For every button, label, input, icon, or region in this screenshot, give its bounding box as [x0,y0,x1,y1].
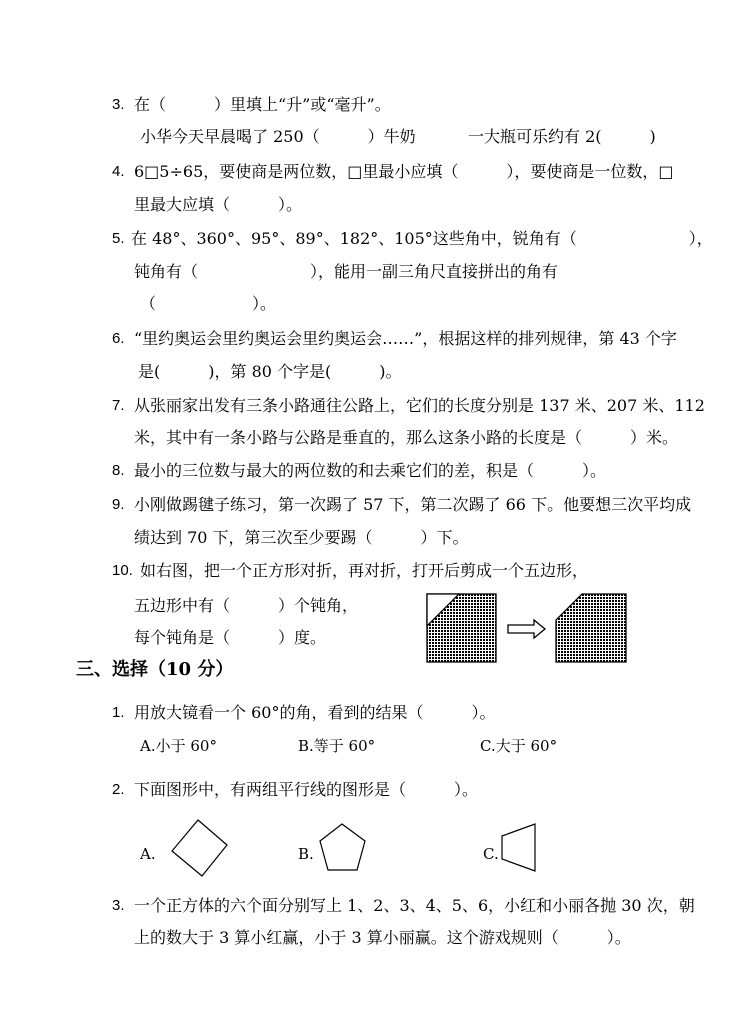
q10-text-line2: 五边形中有（ ）个钝角， [134,596,359,615]
q7-text-line1: 从张丽家出发有三条小路通往公路上，它们的长度分别是 137 米、207 米、112 [134,396,705,415]
q5-text-line2: 钝角有（ ），能用一副三角尺直接拼出的角有 [134,262,559,281]
s3-q2-option-c-label: C. [483,845,499,863]
q9-text-line2: 绩达到 70 下，第三次至少要踢（ ）下。 [134,528,469,547]
folded-square-figure [420,588,632,668]
s3-q2-option-a-label: A. [140,845,156,863]
s3-q1-option-a: A.小于 60° [140,737,217,755]
q6-text-line1: “里约奥运会里约奥运会里约奥运会……”，根据这样的排列规律，第 43 个字 [134,329,677,348]
s3-q3-number: 3. [112,897,125,914]
pentagon-result-shape [556,594,626,662]
s3-q2-text: 下面图形中，有两组平行线的图形是（ ）。 [134,780,479,799]
q3-number: 3. [112,96,125,113]
q3-text: 在（ ）里填上“升”或“毫升”。 [134,95,391,114]
q3-part-a: 小华今天早晨喝了 250（ ）牛奶 [140,127,416,146]
s3-q3-text-line1: 一个正方体的六个面分别写上 1、2、3、4、5、6，小红和小丽各抛 30 次，朝 [134,896,695,915]
q5-number: 5. [112,230,125,247]
s3-q1-text: 用放大镜看一个 60°的角，看到的结果（ ）。 [134,703,496,722]
q7-number: 7. [112,397,125,414]
pentagon-shape [318,822,370,874]
q7-text-line2: 米，其中有一条小路与公路是垂直的，那么这条小路的长度是（ ）米。 [134,428,679,447]
section-3-title: 三、选择（10 分） [76,659,234,680]
q8-text: 最小的三位数与最大的两位数的和去乘它们的差，积是（ ）。 [134,461,607,480]
arrow-icon [508,620,545,638]
q6-text-line2: 是( )，第 80 个字是( )。 [138,362,402,381]
q5-text-line3: （ ）。 [140,294,277,313]
q10-number: 10. [112,562,133,579]
q10-text-line1: 如右图，把一个正方形对折，再对折，打开后剪成一个五边形， [140,561,589,580]
q9-number: 9. [112,496,125,513]
q6-number: 6. [112,330,125,347]
q3-part-b: 一大瓶可乐约有 2( ) [468,127,656,146]
s3-q1-option-b: B.等于 60° [298,737,376,755]
rhombus-shape [170,818,232,880]
q5-text-line1: 在 48°、360°、95°、89°、182°、105°这些角中，锐角有（ ）， [131,229,713,248]
q4-text-line2: 里最大应填（ ）。 [134,195,303,214]
q4-number: 4. [112,163,125,180]
s3-q1-option-c: C.大于 60° [480,737,558,755]
q10-text-line3: 每个钝角是（ ）度。 [134,628,327,647]
q4-text-line1: 6□5÷65，要使商是两位数，□里最小应填（ ），要使商是一位数，□ [134,162,674,181]
s3-q2-number: 2. [112,781,125,798]
q9-text-line1: 小刚做踢毽子练习，第一次踢了 57 下，第二次踢了 66 下。他要想三次平均成 [134,495,692,514]
trapezoid-shape [500,822,540,874]
s3-q1-number: 1. [112,704,125,721]
q8-number: 8. [112,462,125,479]
s3-q2-option-b-label: B. [298,845,314,863]
s3-q3-text-line2: 上的数大于 3 算小红赢，小于 3 算小丽赢。这个游戏规则（ ）。 [134,928,631,947]
